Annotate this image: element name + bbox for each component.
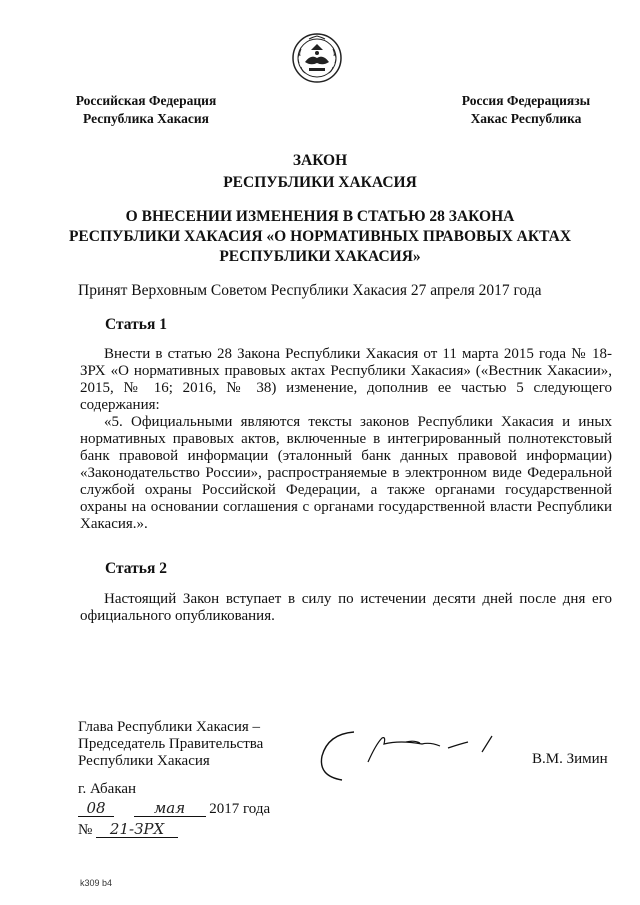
law-title-line1: ЗАКОН — [292, 152, 348, 169]
law-subtitle-line2: РЕСПУБЛИКИ ХАКАСИЯ «О НОРМАТИВНЫХ ПРАВОВЫХ АКТАХ — [68, 228, 572, 245]
article1-heading: Статья 1 — [105, 316, 167, 333]
adoption-line: Принят Верховным Советом Республики Хакасия 27 апреля 2017 года — [78, 282, 542, 299]
signatory-line1: Глава Республики Хакасия – — [78, 719, 261, 735]
signing-date — [78, 801, 270, 818]
date-month: мая — [134, 801, 206, 817]
signatory-name: В.М. Зимин — [532, 751, 608, 767]
coat-of-arms-emblem — [291, 32, 343, 84]
header-left-line2: Республика Хакасия — [83, 111, 209, 126]
signatory-position — [78, 719, 263, 770]
handwritten-signature — [310, 722, 520, 786]
header-right-line2: Хакас Республика — [470, 111, 582, 126]
signatory-line2: Председатель Правительства — [78, 736, 264, 752]
signatory-line3: Республики Хакасия — [78, 753, 210, 769]
date-day: 08 — [78, 801, 114, 817]
law-title — [0, 150, 640, 194]
law-number — [78, 822, 178, 839]
header-right-line1: Россия Федерациязы — [461, 93, 591, 108]
article1-paragraph2: «5. Официальными являются тексты законов Республики Хакасия и иных нормативных правовых актов, включенные в интегрированный полнотекстовый банк правовой информации (эталонный банк данных правовой информации) «Законодательство России», распространяемые в электронном виде Федеральной службой охраны Российской Федерации, а также органами государственной охраны на основании соглашения с органами государственной власти Республики Хакасия.». — [80, 414, 612, 532]
article2-paragraph1: Настоящий Закон вступает в силу по истечении десяти дней после дня его официального опубликования. — [80, 591, 612, 624]
date-year: 2017 года — [209, 801, 271, 817]
law-subtitle-line3: РЕСПУБЛИКИ ХАКАСИЯ» — [219, 248, 421, 265]
document-code: k309 b4 — [80, 878, 113, 888]
header-khakas-language — [452, 92, 600, 128]
number-sign: № — [78, 822, 93, 838]
law-subtitle-line1: О ВНЕСЕНИИ ИЗМЕНЕНИЯ В СТАТЬЮ 28 ЗАКОНА — [125, 208, 515, 225]
law-title-line2: РЕСПУБЛИКИ ХАКАСИЯ — [223, 174, 417, 191]
header-left-line1: Российская Федерация — [75, 93, 217, 108]
header-russia-federation — [66, 92, 226, 128]
article2-heading: Статья 2 — [105, 560, 167, 577]
city: г. Абакан — [78, 781, 137, 797]
law-number-value: 21-ЗРХ — [96, 822, 178, 838]
law-subtitle — [0, 207, 640, 267]
article1-paragraph1: Внести в статью 28 Закона Республики Хакасия от 11 марта 2015 года № 18-ЗРХ «О нормативных правовых актах Республики Хакасия» («Вестник Хакасии», 2015, № 16; 2016, № 38) изменение, дополнив ее частью 5 следующего содержания: — [80, 346, 612, 413]
